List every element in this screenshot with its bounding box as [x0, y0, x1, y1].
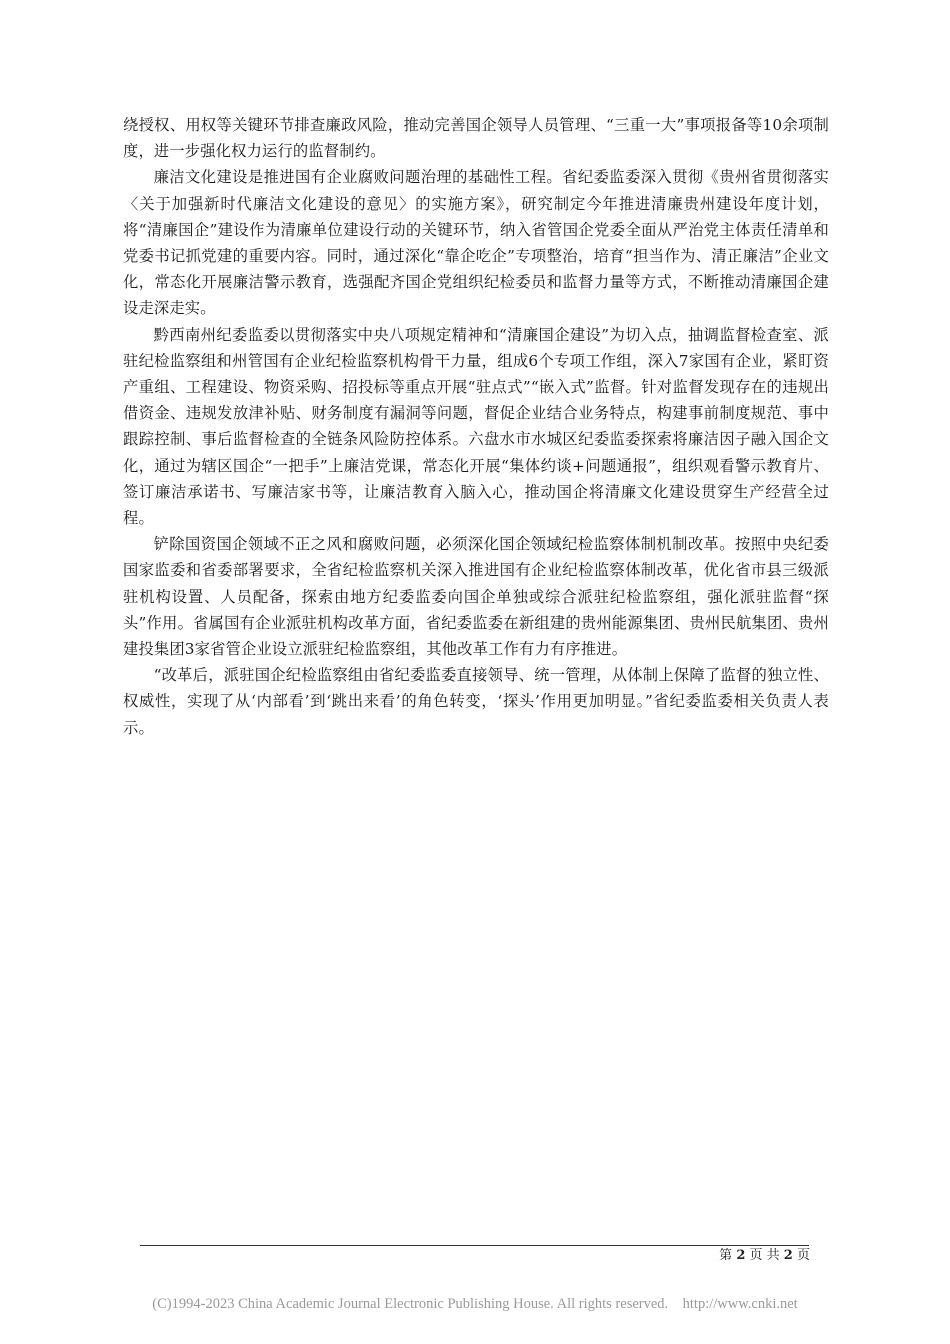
copyright-notice: (C)1994-2023 China Academic Journal Electronic Publishing House. All rights reserved. http://www.cnki.net	[152, 1296, 798, 1312]
page-prefix: 第	[719, 1248, 733, 1263]
page-total: 2	[783, 1248, 793, 1263]
footer-divider	[140, 1245, 809, 1246]
paragraph-clean-culture: 廉洁文化建设是推进国有企业腐败问题治理的基础性工程。省纪委监委深入贯彻《贵州省贯彻落实〈关于加强新时代廉洁文化建设的意见〉的实施方案》，研究制定今年推进清廉贵州建设年度计划，将“清廉国企”建设作为清廉单位建设行动的关键环节，纳入省管国企党委全面从严治党主体责任清单和党委书记抓党建的重要内容。同时，通过深化“靠企吃企”专项整治，培育“担当作为、清正廉洁”企业文化，常态化开展廉洁警示教育，选强配齐国企党组织纪检委员和监督力量等方式，不断推动清廉国企建设走深走实。	[123, 168, 829, 318]
paragraph-reform: 铲除国资国企领域不正之风和腐败问题，必须深化国企领域纪检监察体制机制改革。按照中央纪委国家监委和省委部署要求，全省纪检监察机关深入推进国有企业纪检监察体制改革，优化省市县三级派驻机构设置、人员配备，探索由地方纪委监委向国企单独或综合派驻纪检监察组，强化派驻监督“探头”作用。省属国有企业派驻机构改革方面，省纪委监委在新组建的贵州能源集团、贵州民航集团、贵州建投集团3家省管企业设立派驻纪检监察组，其他改革工作有力有序推进。	[123, 535, 829, 659]
paragraph-qianxinan: 黔西南州纪委监委以贯彻落实中央八项规定精神和“清廉国企建设”为切入点，抽调监督检查室、派驻纪检监察组和州管国有企业纪检监察机构骨干力量，组成6个专项工作组，深入7家国有企业，紧盯资产重组、工程建设、物资采购、招投标等重点开展“驻点式”“嵌入式”监督。针对监督发现存在的违规出借资金、违规发放津补贴、财务制度有漏洞等问题，督促企业结合业务特点，构建事前制度规范、事中跟踪控制、事后监督检查的全链条风险防控体系。六盘水市水城区纪委监委探索将廉洁因子融入国企文化，通过为辖区国企“一把手”上廉洁党课，常态化开展“集体约谈+问题通报”，组织观看警示教育片、签订廉洁承诺书、写廉洁家书等，让廉洁教育入脑入心，推动国企将清廉文化建设贯穿生产经营全过程。	[123, 325, 829, 528]
paragraph-continued: 绕授权、用权等关键环节排查廉政风险，推动完善国企领导人员管理、“三重一大”事项报备等10余项制度，进一步强化权力运行的监督制约。	[123, 116, 829, 161]
page-middle: 页 共	[749, 1248, 780, 1263]
paragraph-quote: “改革后，派驻国企纪检监察组由省纪委监委直接领导、统一管理，从体制上保障了监督的独立性、权威性，实现了从‘内部看’到‘跳出来看’的角色转变，‘探头’作用更加明显。”省纪委监委相关负责人表示。	[123, 666, 829, 737]
page-number	[680, 1247, 810, 1265]
page-suffix: 页	[796, 1248, 810, 1263]
article-body	[123, 112, 829, 741]
page-current: 2	[736, 1248, 746, 1263]
